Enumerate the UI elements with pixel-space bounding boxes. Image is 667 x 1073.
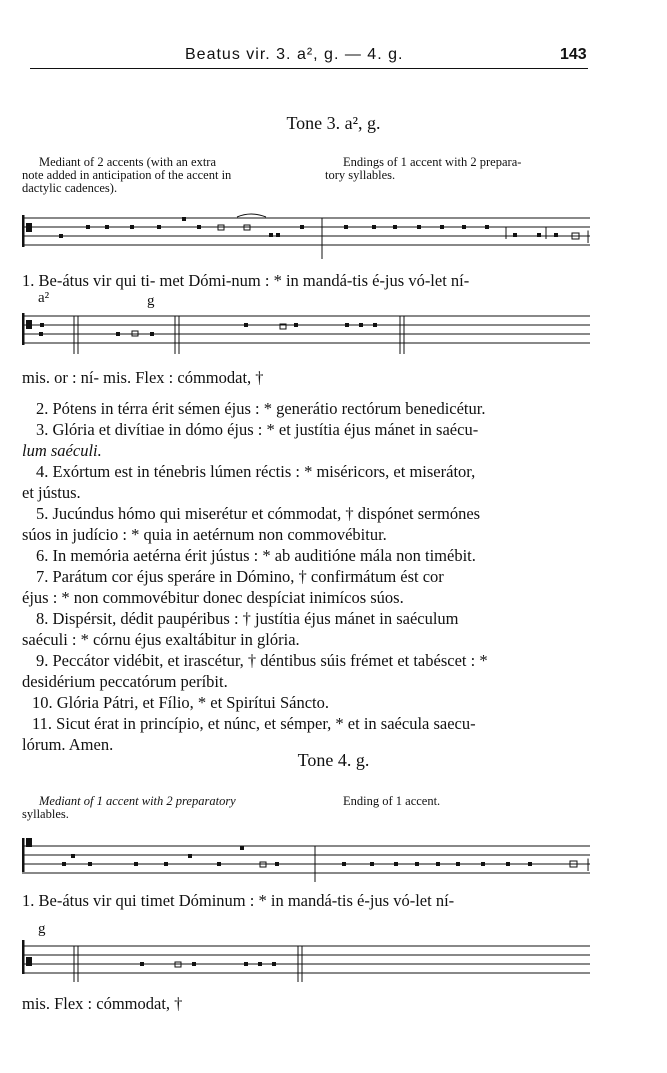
verse-line: 7. Parátum cor éjus speráre in Dómino, † confirmátum ést cor — [36, 567, 444, 586]
ending-label-g: g — [38, 921, 46, 937]
note-line: syllables. — [22, 807, 69, 821]
tone4-ending-staff — [22, 940, 592, 986]
svg-text:|: | — [586, 229, 591, 243]
verse-line: 3. Glória et divítiae in dómo éjus : * et justítia éjus mánet in saécu- — [36, 420, 479, 439]
tone4-title: Tone 4. g. — [297, 750, 370, 770]
verse-line: saéculi : * córnu éjus exaltábitur in glória. — [22, 630, 300, 649]
verse-line: 8. Dispérsit, dédit paupéribus : † justítia éjus mánet in saéculum — [36, 609, 459, 628]
svg-text:|: | — [586, 857, 591, 871]
note-line: Mediant of 1 accent with 2 preparatory — [39, 794, 236, 808]
note-line: note added in anticipation of the accent in — [22, 168, 232, 182]
tone3-ending-note — [325, 156, 595, 182]
running-title: Beatus vir. 3. a², g. — 4. g. — [185, 46, 404, 63]
verse-line: 10. Glória Pátri, et Fílio, * et Spirítui Sáncto. — [32, 693, 329, 712]
verse-line: súos in judício : * quia in aetérnum non commovébitur. — [22, 525, 387, 544]
tone4-verse1-continuation: mis. Flex : cómmodat, † — [22, 994, 183, 1013]
tone3-endings-staff — [22, 310, 592, 356]
verse-line: 4. Exórtum est in ténebris lúmen réctis : * miséricors, et miserátor, — [36, 462, 476, 481]
tone3-staff — [22, 203, 592, 259]
tone3-mediant-note — [22, 156, 312, 195]
verse-line: éjus : * non commovébitur donec despíciat inimícos súos. — [22, 588, 404, 607]
tone3-title: Tone 3. a², g. — [286, 113, 381, 133]
note-line: dactylic cadences). — [22, 181, 118, 195]
note-line: Ending of 1 accent. — [343, 794, 441, 808]
note-line: tory syllables. — [325, 168, 396, 182]
verse-line: lórum. Amen. — [22, 735, 114, 754]
verse-line: 6. In memória aetérna érit jústus : * ab auditióne mála non timébit. — [36, 546, 476, 565]
verse-line: 2. Pótens in térra érit sémen éjus : * generátio rectórum benedicétur. — [36, 399, 486, 418]
note-line: Endings of 1 accent with 2 prepara- — [343, 155, 522, 169]
tone3-verses — [22, 398, 588, 755]
note-line: Mediant of 2 accents (with an extra — [39, 155, 217, 169]
ending-label-g: g — [147, 293, 155, 309]
tone4-mediant-note — [22, 795, 312, 821]
verse-line: 11. Sicut érat in princípio, et núnc, et sémper, * et in saécula saecu- — [32, 714, 476, 733]
verse-line: 9. Peccátor vidébit, et irascétur, † déntibus súis frémet et tabéscet : * — [36, 651, 488, 670]
verse-line: desidérium peccatórum períbit. — [22, 672, 228, 691]
ending-label-a2: a² — [38, 290, 50, 306]
running-header — [0, 42, 667, 70]
page-number: 143 — [560, 46, 587, 63]
tone3-verse1-continuation: mis. or : ní- mis. Flex : cómmodat, † — [22, 368, 264, 387]
tone4-verse1: 1. Be-átus vir qui timet Dóminum : * in mandá-tis é-jus vó-let ní- — [22, 891, 455, 910]
tone3-verse1: 1. Be-átus vir qui ti- met Dómi-num : * in mandá-tis é-jus vó-let ní- — [22, 271, 470, 290]
verse-line: 5. Jucúndus hómo qui miserétur et cómmodat, † dispónet sermónes — [36, 504, 481, 523]
tone4-ending-note — [343, 795, 593, 808]
header-rule — [30, 68, 588, 69]
tone4-staff — [22, 832, 592, 882]
verse-line: lum saéculi. — [22, 441, 102, 460]
verse-line: et jústus. — [22, 483, 81, 502]
